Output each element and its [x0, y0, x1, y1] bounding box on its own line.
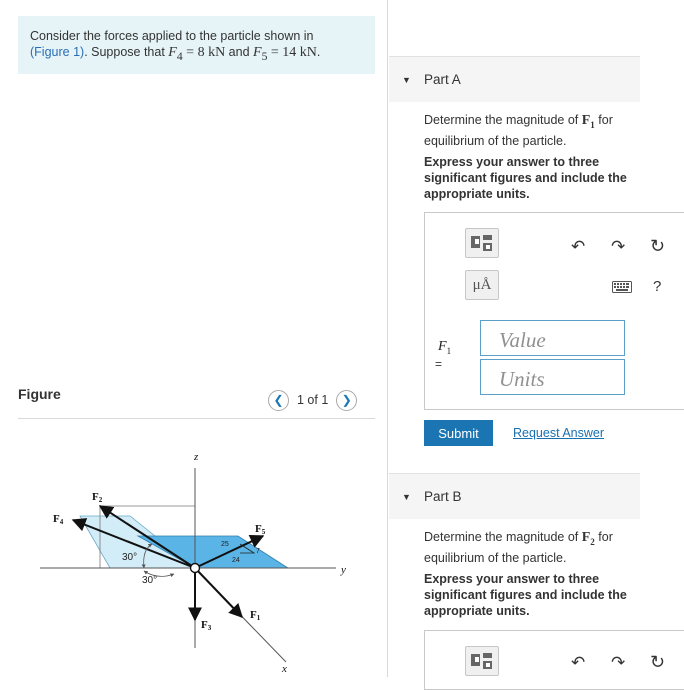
part-a-answer-box: [424, 212, 684, 410]
problem-text: Consider the forces applied to the particle shown in: [30, 29, 314, 43]
f1-arrow: [195, 568, 242, 617]
request-answer-link[interactable]: Request Answer: [513, 426, 605, 440]
part-b-header[interactable]: [389, 473, 640, 519]
figure-link[interactable]: (Figure 1): [30, 45, 85, 59]
label-f2: F2: [92, 491, 103, 504]
equals-sign: =: [435, 357, 443, 371]
submit-button[interactable]: Submit: [424, 420, 493, 446]
part-a-title: Part A: [424, 72, 461, 87]
tri-label-25: 25: [221, 541, 229, 548]
units-icon[interactable]: μÅ: [465, 270, 499, 300]
chevron-right-icon[interactable]: ❯: [336, 390, 357, 411]
undo-icon[interactable]: ↶: [571, 653, 586, 672]
f5-given: $F_5 = 14$ kN: [253, 45, 317, 63]
figure-pager: [268, 389, 357, 411]
reset-icon[interactable]: ↻: [650, 236, 666, 256]
figure-label: Figure: [18, 386, 61, 402]
chevron-left-icon[interactable]: ❮: [268, 390, 289, 411]
tri-label-7: 7: [256, 548, 260, 555]
part-b-title: Part B: [424, 489, 462, 504]
variable-label: $F_1$: [438, 339, 452, 356]
caret-down-icon: ▼: [402, 74, 411, 85]
problem-suppose: . Suppose that: [84, 45, 169, 59]
problem-and: and: [225, 45, 253, 59]
pager-text: 1 of 1: [297, 393, 329, 407]
right-panel: [389, 0, 684, 677]
f4-given: $F_4 = 8$ kN: [168, 45, 226, 63]
angle-label-1: 30°: [122, 552, 138, 563]
label-x: x: [282, 663, 287, 675]
part-b-answer-box: [424, 630, 684, 690]
angle-label-2: 30°: [142, 575, 158, 586]
part-a-question: Determine the magnitude of $F_1$ for equilibrium of the particle.: [424, 113, 613, 148]
templates-icon[interactable]: [465, 228, 499, 258]
caret-down-icon: ▼: [402, 491, 411, 502]
templates-icon[interactable]: [465, 646, 499, 676]
label-f3: F3: [201, 619, 212, 632]
part-b-instruction: Express your answer to three significant figures and include the appropriate units.: [424, 572, 627, 618]
label-y: y: [341, 564, 346, 576]
help-icon[interactable]: ?: [653, 278, 662, 295]
label-f1: F1: [250, 609, 261, 622]
redo-icon[interactable]: ↷: [611, 237, 626, 256]
panel-divider: [387, 0, 388, 677]
undo-icon[interactable]: ↶: [571, 237, 586, 256]
redo-icon[interactable]: ↷: [611, 653, 626, 672]
label-z: z: [194, 451, 199, 463]
part-a-instruction: Express your answer to three significant figures and include the appropriate units.: [424, 155, 627, 201]
problem-end: .: [316, 45, 321, 59]
problem-statement: [18, 16, 375, 74]
units-input[interactable]: [480, 359, 625, 395]
value-input[interactable]: [480, 320, 625, 356]
force-diagram: [18, 440, 368, 677]
reset-icon[interactable]: ↻: [650, 652, 666, 672]
tri-label-24: 24: [232, 557, 240, 564]
figure-divider: [18, 418, 375, 419]
label-f5: F5: [255, 523, 266, 536]
origin-point: [191, 564, 200, 573]
label-f4: F4: [53, 513, 64, 526]
part-b-question: Determine the magnitude of $F_2$ for equilibrium of the particle.: [424, 530, 613, 565]
keyboard-icon[interactable]: [612, 281, 632, 293]
part-a-header[interactable]: [389, 56, 640, 102]
